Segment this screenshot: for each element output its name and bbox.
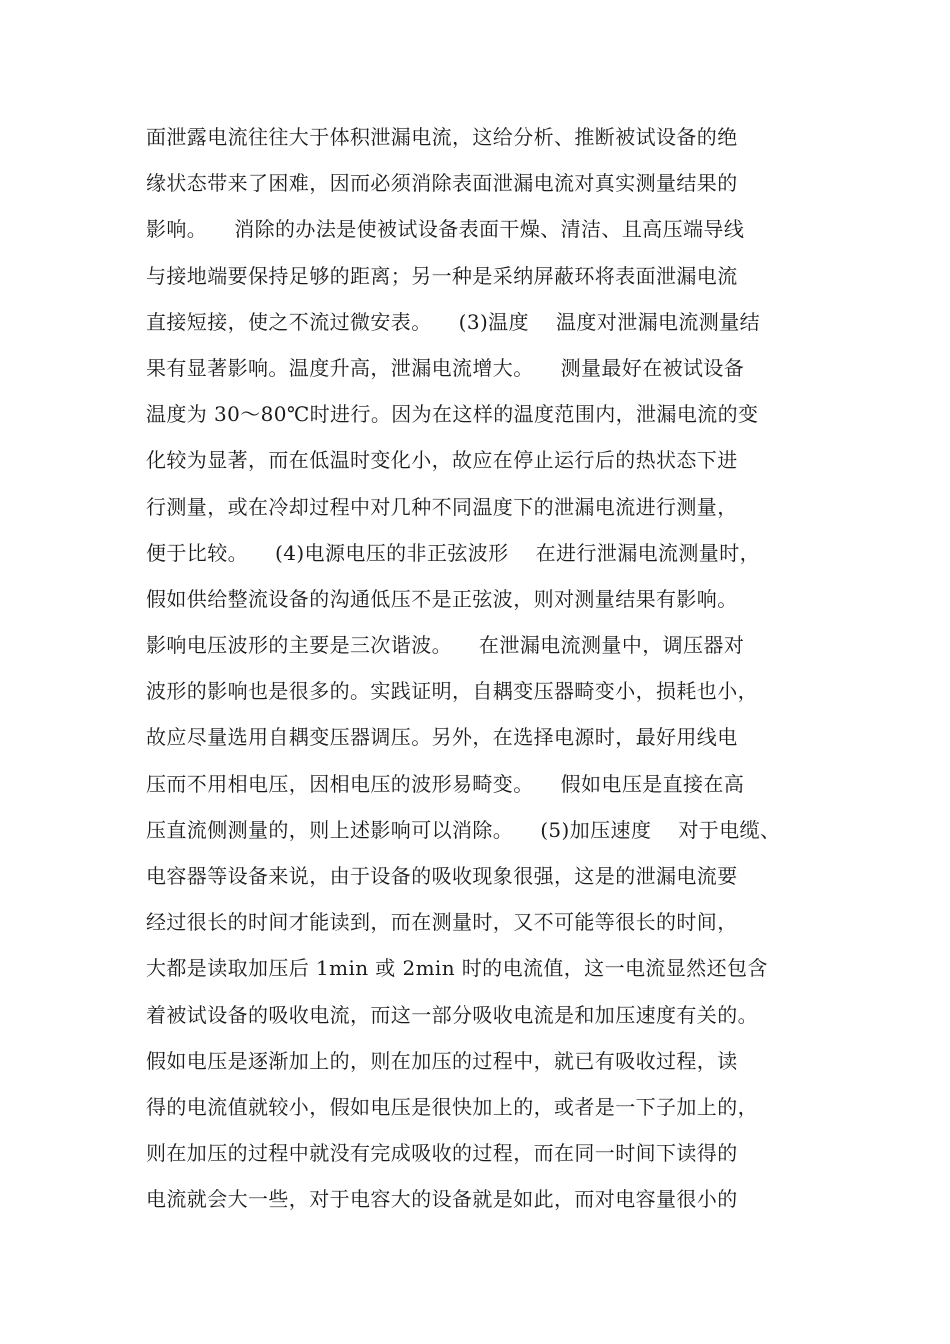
text-line: 压而不用相电压，因相电压的波形易畸变。 假如电压是直接在高 — [146, 771, 745, 796]
text-line: 行测量，或在冷却过程中对几种不同温度下的泄漏电流进行测量， — [146, 494, 738, 519]
text-line: 压直流侧测量的，则上述影响可以消除。 (5)加压速度 对于电缆、 — [146, 817, 781, 842]
text-line: 电流就会大一些，对于电容大的设备就是如此，而对电容量很小的 — [146, 1187, 738, 1212]
text-line: 温度为 30～80℃时进行。因为在这样的温度范围内，泄漏电流的变 — [146, 402, 759, 427]
text-line: 直接短接，使之不流过微安表。 (3)温度 温度对泄漏电流测量结 — [146, 309, 760, 334]
body-text — [146, 114, 826, 1223]
text-line: 则在加压的过程中就没有完成吸收的过程，而在同一时间下读得的 — [146, 1141, 738, 1166]
text-line: 果有显著影响。温度升高，泄漏电流增大。 测量最好在被试设备 — [146, 355, 745, 380]
text-line: 假如电压是逐渐加上的，则在加压的过程中，就已有吸收过程，读 — [146, 1048, 738, 1073]
text-line: 大都是读取加压后 1min 或 2min 时的电流值，这一电流显然还包含 — [146, 956, 768, 981]
text-line: 故应尽量选用自耦变压器调压。另外，在选择电源时，最好用线电 — [146, 725, 738, 750]
text-line: 影响电压波形的主要是三次谐波。 在泄漏电流测量中，调压器对 — [146, 633, 745, 658]
text-line: 经过很长的时间才能读到，而在测量时，又不可能等很长的时间， — [146, 910, 738, 935]
text-line: 着被试设备的吸收电流，而这一部分吸收电流是和加压速度有关的。 — [146, 1002, 758, 1027]
text-line: 得的电流值就较小，假如电压是很快加上的，或者是一下子加上的， — [146, 1094, 758, 1119]
text-line: 波形的影响也是很多的。实践证明，自耦变压器畸变小，损耗也小， — [146, 679, 758, 704]
text-line: 电容器等设备来说，由于设备的吸收现象很强，这是的泄漏电流要 — [146, 864, 738, 888]
text-line: 假如供给整流设备的沟通低压不是正弦波，则对测量结果有影响。 — [146, 586, 738, 611]
text-line: 影响。 消除的办法是使被试设备表面干燥、清洁、且高压端导线 — [146, 217, 745, 242]
text-line: 面泄露电流往往大于体积泄漏电流，这给分析、推断被试设备的绝 — [146, 125, 738, 149]
text-line: 便于比较。 (4)电源电压的非正弦波形 在进行泄漏电流测量时， — [146, 540, 760, 565]
text-line: 与接地端要保持足够的距离；另一种是采纳屏蔽环将表面泄漏电流 — [146, 263, 738, 288]
text-line: 缘状态带来了困难，因而必须消除表面泄漏电流对真实测量结果的 — [146, 171, 738, 196]
text-line: 化较为显著，而在低温时变化小，故应在停止运行后的热状态下进 — [146, 448, 738, 473]
